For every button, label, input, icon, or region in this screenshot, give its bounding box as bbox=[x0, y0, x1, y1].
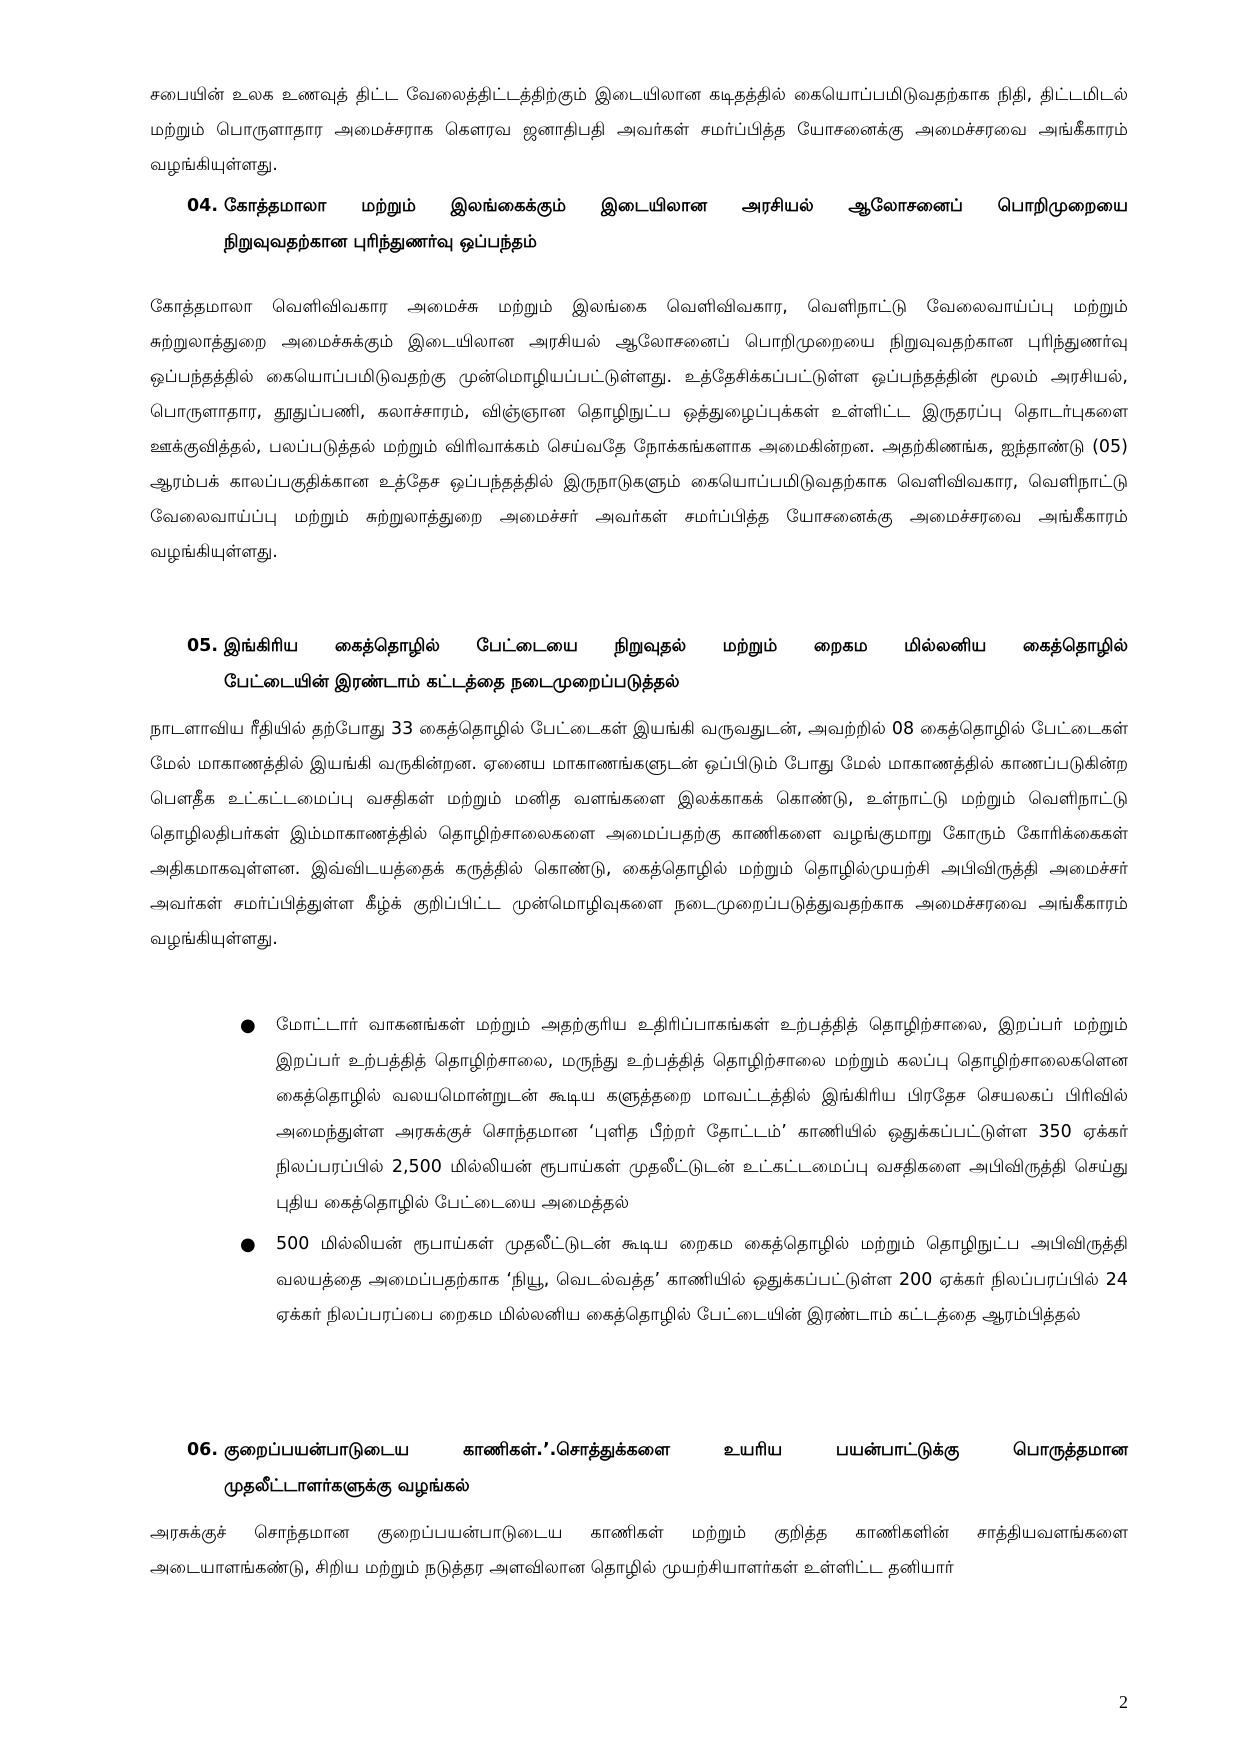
list-item: ● மோட்டார் வாகனங்கள் மற்றும் அதற்குரிய உதிரிப்பாகங்கள் உற்பத்தித் தொழிற்சாலை, இறப்பர் மற்றும் இறப்பர் உற்பத்தித் தொழிற்சாலை, மருந்து உற்பத்தித் தொழிற்சாலை மற்றும் கலப்பு தொழிற்சாலைகளென கைத்தொழில் வலயமொன்றுடன் கூடிய களுத்தறை மாவட்டத்தில் இங்கிரிய பிரதேச செயலகப் பிரிவில் அமைந்துள்ள அரசுக்குச் சொந்தமான ‘புளித பீற்றர் தோட்டம்’ காணியில் ஒதுக்கப்பட்டுள்ள 350 ஏக்கர் நிலப்பரப்பில் 2,500 மில்லியன் ரூபாய்கள் முதலீட்டுடன் உட்கட்டமைப்பு வசதிகளை அபிவிருத்தி செய்து புதிய கைத்தொழில் பேட்டையை அமைத்தல் bbox=[240, 1008, 1128, 1221]
section-05-heading bbox=[187, 628, 1128, 700]
list-item: ● 500 மில்லியன் ரூபாய்கள் முதலீட்டுடன் கூடிய றைகம கைத்தொழில் மற்றும் தொழிநுட்ப அபிவிருத்தி வலயத்தை அமைப்பதற்காக ‘நியூ, வெடல்வத்த’ காணியில் ஒதுக்கப்பட்டுள்ள 200 ஏக்கர் நிலப்பரப்பில் 24 ஏக்கர் நிலப்பரப்பை றைகம மில்லனிய கைத்தொழில் பேட்டையின் இரண்டாம் கட்டத்தை ஆரம்பித்தல் bbox=[240, 1227, 1128, 1334]
section-05-bullet-list bbox=[240, 1008, 1128, 1340]
bullet-icon: ● bbox=[240, 1015, 256, 1036]
section-04-number: 04. bbox=[187, 196, 219, 216]
bullet-icon: ● bbox=[240, 1234, 256, 1255]
section-06-body: அரசுக்குச் சொந்தமான குறைப்பயன்பாடுடைய காணிகள் மற்றும் குறித்த காணிகளின் சாத்தியவளங்களை அடையாளங்கண்டு, சிறிய மற்றும் நடுத்தர அளவிலான தொழில் முயற்சியாளர்கள் உள்ளிட்ட தனியார் bbox=[150, 1523, 1128, 1578]
section-04-heading-line1: 04. கோத்தமாலா மற்றும் இலங்கைக்கும் இடையிலான அரசியல் ஆலோசனைப் பொறிமுறையை bbox=[187, 188, 1128, 224]
section-05-number: 05. bbox=[187, 636, 219, 656]
page-number: 2 bbox=[1119, 1692, 1128, 1712]
section-05-body: நாடளாவிய ரீதியில் தற்போது 33 கைத்தொழில் பேட்டைகள் இயங்கி வருவதுடன், அவற்றில் 08 கைத்தொழில் பேட்டைகள் மேல் மாகாணத்தில் இயங்கி வருகின்றன. ஏனைய மாகாணங்களுடன் ஒப்பிடும் போது மேல் மாகாணத்தில் காணப்படுகின்ற பௌதீக உட்கட்டமைப்பு வசதிகள் மற்றும் மனித வளங்களை இலக்காகக் கொண்டு, உள்நாட்டு மற்றும் வெளிநாட்டு தொழிலதிபர்கள் இம்மாகாணத்தில் தொழிற்சாலைகளை அமைப்பதற்கு காணிகளை வழங்குமாறு கோரும் கோரிக்கைகள் அதிகமாகவுள்ளன. இவ்விடயத்தைக் கருத்தில் கொண்டு, கைத்தொழில் மற்றும் தொழில்முயற்சி அபிவிருத்தி அமைச்சர் அவர்கள் சமர்ப்பித்துள்ள கீழ்க் குறிப்பிட்ட முன்மொழிவுகளை நடைமுறைப்படுத்துவதற்காக அமைச்சரவை அங்கீகாரம் வழங்கியுள்ளது. bbox=[150, 719, 1128, 949]
section-05-heading-line1: 05. இங்கிரிய கைத்தொழில் பேட்டையை நிறுவுதல் மற்றும் றைகம மில்லனிய கைத்தொழில் bbox=[187, 628, 1128, 664]
section-06-heading-line1: 06. குறைப்பயன்பாடுடைய காணிகள்.’.சொத்துக்களை உயரிய பயன்பாட்டுக்கு பொருத்தமான bbox=[187, 1432, 1128, 1468]
section-05-heading-line2: பேட்டையின் இரண்டாம் கட்டத்தை நடைமுறைப்படுத்தல் bbox=[224, 672, 680, 692]
section-04-heading bbox=[187, 188, 1128, 260]
section-04-body: கோத்தமாலா வெளிவிவகார அமைச்சு மற்றும் இலங்கை வெளிவிவகார, வெளிநாட்டு வேலைவாய்ப்பு மற்றும் சுற்றுலாத்துறை அமைச்சுக்கும் இடையிலான அரசியல் ஆலோசனைப் பொறிமுறையை நிறுவுவதற்கான புரிந்துணர்வு ஒப்பந்தத்தில் கையொப்பமிடுவதற்கு முன்மொழியப்பட்டுள்ளது. உத்தேசிக்கப்பட்டுள்ள ஒப்பந்தத்தின் மூலம் அரசியல், பொருளாதார, தூதுப்பணி, கலாச்சாரம், விஞ்ஞான தொழிநுட்ப ஒத்துழைப்புக்கள் உள்ளிட்ட இருதரப்பு தொடர்புகளை ஊக்குவித்தல், பலப்படுத்தல் மற்றும் விரிவாக்கம் செய்வதே நோக்கங்களாக அமைகின்றன. அதற்கிணங்க, ஐந்தாண்டு (05) ஆரம்பக் காலப்பகுதிக்கான உத்தேச ஒப்பந்தத்தில் இருநாடுகளும் கையொப்பமிடுவதற்காக வெளிவிவகார, வெளிநாட்டு வேலைவாய்ப்பு மற்றும் சுற்றுலாத்துறை அமைச்சர் அவர்கள் சமர்ப்பித்த யோசனைக்கு அமைச்சரவை அங்கீகாரம் வழங்கியுள்ளது. bbox=[150, 297, 1128, 562]
section-06-number: 06. bbox=[187, 1440, 219, 1460]
section-06-heading bbox=[187, 1432, 1128, 1504]
section-04-heading-line2: நிறுவுவதற்கான புரிந்துணர்வு ஒப்பந்தம் bbox=[224, 232, 538, 252]
section-06-heading-line2: முதலீட்டாளர்களுக்கு வழங்கல் bbox=[224, 1476, 470, 1496]
intro-paragraph: சபையின் உலக உணவுத் திட்ட வேலைத்திட்டத்திற்கும் இடையிலான கடிதத்தில் கையொப்பமிடுவதற்காக நிதி, திட்டமிடல் மற்றும் பொருளாதார அமைச்சராக கௌரவ ஜனாதிபதி அவர்கள் சமர்ப்பித்த யோசனைக்கு அமைச்சரவை அங்கீகாரம் வழங்கியுள்ளது. bbox=[150, 85, 1128, 175]
